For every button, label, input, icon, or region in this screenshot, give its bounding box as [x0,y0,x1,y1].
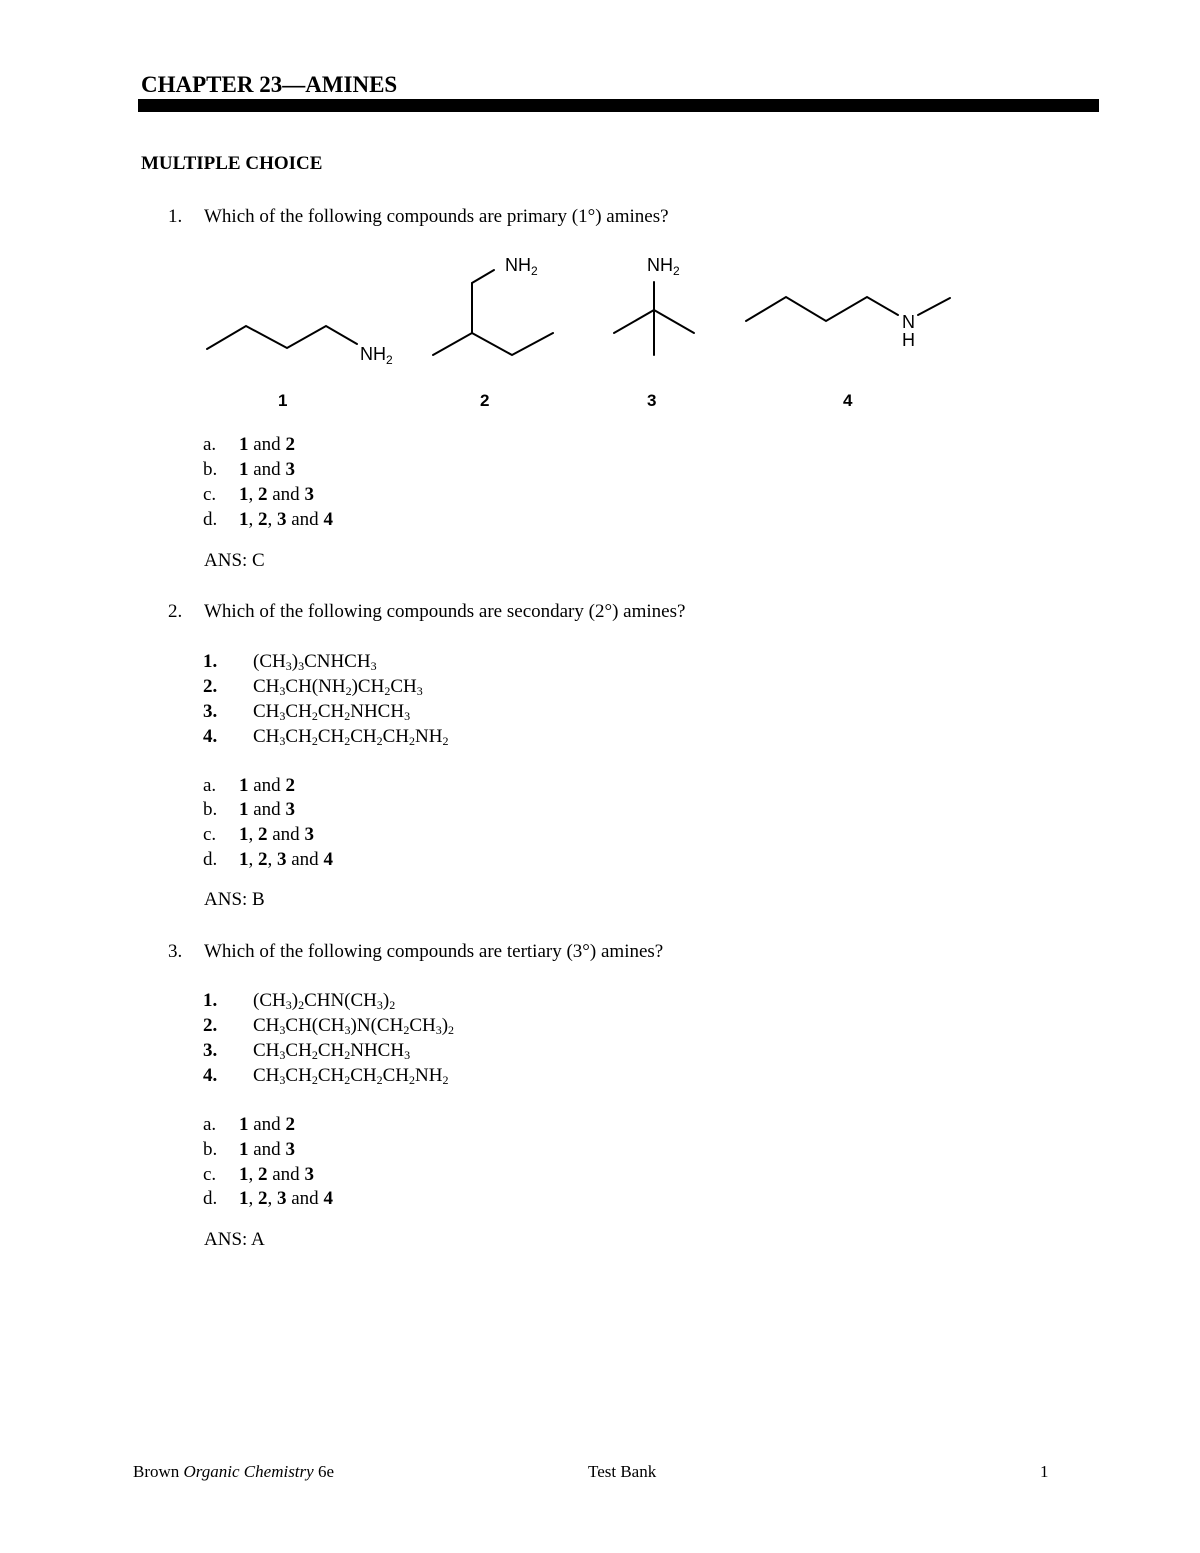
structure-label-2: 2 [480,391,490,410]
option-text: 1, 2 and 3 [239,824,314,845]
option-text: 1, 2, 3 and 4 [239,849,333,870]
option-letter: c. [203,484,217,505]
option-text: 1 and 2 [239,434,295,455]
structure-label-1: 1 [278,391,288,410]
compound-number: 2. [203,676,218,697]
answer: ANS: A [204,1229,265,1250]
compound-formula: $CH_3CH(NH_2)CH_2CH_3$ [253,676,423,698]
footer-page-number: 1 [1040,1462,1049,1481]
compound-formula: $CH_3CH_2CH_2NHCH_3$ [253,701,411,723]
structure-3-nh2: $NH_2$ [647,255,680,278]
structure-4-h: H [902,330,915,350]
compound-formula: $CH_3CH(CH_3)N(CH_2CH_3)_2$ [253,1015,455,1037]
option-letter: b. [203,799,218,820]
compound-formula: $CH_3CH_2CH_2CH_2CH_2NH_2$ [253,1065,449,1087]
chapter-title: CHAPTER 23—AMINES [141,72,398,97]
compound-formula: $CH_3CH_2CH_2NHCH_3$ [253,1040,411,1062]
compound-number: 3. [203,1040,218,1061]
question-number: 1. [168,206,183,227]
option-text: 1 and 3 [239,1139,295,1160]
structure-2-branch [472,270,494,333]
option-text: 1 and 2 [239,775,295,796]
option-letter: d. [203,849,218,870]
footer-edition: 6e [313,1462,334,1481]
option-letter: d. [203,1188,218,1209]
question-number: 3. [168,941,183,962]
option-text: 1 and 3 [239,459,295,480]
question-text: Which of the following compounds are secondary (2°) amines? [204,601,686,622]
option-text: 1 and 2 [239,1114,295,1135]
compound-formula: $(CH_3)_2CHN(CH_3)_2$ [253,990,396,1012]
compound-number: 1. [203,651,218,672]
structure-3-bond-right [654,310,694,333]
structure-3-bond-left [614,310,654,333]
structure-1-bonds [207,326,357,349]
compound-number: 2. [203,1015,218,1036]
compound-number: 4. [203,1065,218,1086]
compound-formula: $(CH_3)_3CNHCH_3$ [253,651,377,673]
section-heading: MULTIPLE CHOICE [141,153,323,174]
structure-1-nh2: $NH_2$ [360,344,393,367]
question-text: Which of the following compounds are tertiary (3°) amines? [204,941,664,962]
structure-label-4: 4 [843,391,853,410]
structure-label-3: 3 [647,391,657,410]
option-letter: b. [203,459,218,480]
footer-author: Brown [133,1462,184,1481]
compound-number: 4. [203,726,218,747]
option-text: 1, 2, 3 and 4 [239,1188,333,1209]
option-letter: c. [203,1164,217,1185]
structure-2-bonds [433,333,553,355]
option-letter: a. [203,1114,217,1135]
footer-book [133,1462,334,1482]
compound-number: 3. [203,701,218,722]
option-text: 1, 2 and 3 [239,1164,314,1185]
structure-4-n-methyl [918,298,950,315]
compound-number: 1. [203,990,218,1011]
answer: ANS: B [204,889,265,910]
title-rule [138,99,1099,112]
option-text: 1 and 3 [239,799,295,820]
option-letter: a. [203,775,217,796]
option-text: 1, 2 and 3 [239,484,314,505]
answer: ANS: C [204,550,265,571]
structure-4-n: N [902,312,915,332]
footer-book-title: Organic Chemistry [183,1462,314,1481]
option-letter: c. [203,824,217,845]
option-text: 1, 2, 3 and 4 [239,509,333,530]
compound-formula: $CH_3CH_2CH_2CH_2CH_2NH_2$ [253,726,449,748]
footer-center: Test Bank [588,1462,657,1481]
option-letter: a. [203,434,217,455]
option-letter: b. [203,1139,218,1160]
question-number: 2. [168,601,183,622]
question-text: Which of the following compounds are primary (1°) amines? [204,206,669,227]
structure-2-nh2: $NH_2$ [505,255,538,278]
structure-4-bonds [746,297,898,321]
option-letter: d. [203,509,218,530]
